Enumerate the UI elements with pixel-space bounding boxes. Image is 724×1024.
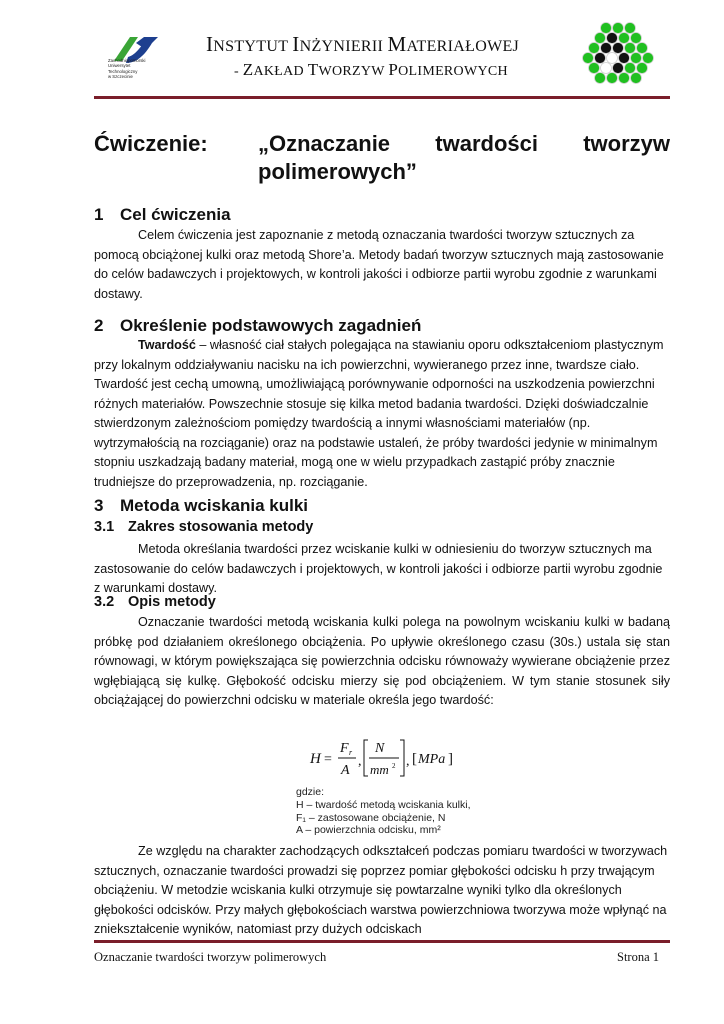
title-line-2: polimerowych” [258, 159, 417, 184]
formula-legend [296, 786, 471, 837]
footer-divider [94, 940, 670, 943]
closing-paragraph: Ze względu na charakter zachodzących odkształceń podczas pomiaru twardości w tworzywach sztucznych, oznaczanie twardości prowadzi się poprzez pomiar głębokości odcisku h przy trwającym obciążeniu. W metodzie wciskania kulki otrzymuje się powtarzalne wyniki tylko dla określonych głębokości odcisków. Przy małych głębokościach warstwa powierzchniowa tworzywa może wpłynąć na zniekształcenie wyników, natomiast przy dużych odciskach [94, 844, 668, 936]
footer-title: Oznaczanie twardości tworzyw polimerowych [94, 950, 327, 964]
department-part: - [234, 64, 243, 79]
section-number: 2 [94, 316, 104, 335]
section-1-paragraph: Celem ćwiczenia jest zapoznanie z metodą oznaczania twardości tworzyw sztucznych za pomocą obciążonej kulki oraz metodą Shore’a. Metody badań tworzyw sztucznych mają zastosowanie do celów badawczych i projektowych, w kontroli jakości i odbiorze partii wyrobu zgodnie z warunkami dostawy. [94, 228, 664, 301]
formula-comma: , [358, 754, 362, 769]
legend-title: gdzie: [296, 786, 325, 798]
hardness-formula [308, 736, 468, 780]
title-label: Ćwiczenie: [94, 131, 208, 156]
section-number: 3 [94, 496, 104, 515]
subsection-heading-3-2 [94, 594, 216, 610]
institute-letter: I [206, 32, 214, 56]
title-line-1 [258, 130, 670, 158]
title-word: twardości [435, 131, 538, 156]
section-heading-1 [94, 205, 231, 225]
section-title: Metoda wciskania kulki [120, 496, 309, 515]
section-title: Opis metody [128, 594, 216, 610]
department-letter: P [388, 60, 399, 79]
university-line: Uniwersytet [108, 63, 131, 69]
paragraph-text: – własność ciał stałych polegająca na stawianiu oporu odkształceniom plastycznym przy lokalnym oddziaływaniu nacisku na ich powierzchni, wywieranego przez inne, twardsze ciało. Twardość jest cechą umowną, umożliwiającą porównywanie odporności na uszkodzenia powierzchni różnych materiałów. Powszechnie stosuje się kilka metod badania twardości. Dzięki doświadczalnie stwierdzonym zależnościom pomiędzy twardością a innymi własnościami materiałów (np. wytrzymałością na rozciąganie) oraz na podstawie ustaleń, że próby twardości jedynie w minimalnym stopniu uszkadzają badany materiał, mogą one w wielu przypadkach zastąpić próby znacznie trudniejsze do przeprowadzenia, np. rozciąganie. [94, 338, 664, 489]
university-line: w Szczecinie [108, 74, 133, 80]
section-heading-2 [94, 316, 421, 336]
section-3-2-paragraph: Oznaczanie twardości metodą wciskania kulki polega na powolnym wciskaniu kulki w badaną próbkę pod działaniem określonego obciążenia. Po upływie określonego czasu (30s.) ustala się stan równowagi, w którym powiększająca się powierzchnia odcisku równoważy wywierane obciążenie przez wgłębiającą się kulkę. Głębokość odcisku mierzy się pod obciążeniem. W tym stanie stosunek siły obciążającej do powierzchni odcisku w materiale określa jego twardość: [94, 615, 670, 707]
section-heading-3 [94, 496, 308, 516]
section-number: 3.2 [94, 594, 115, 610]
section-title: Zakres stosowania metody [128, 519, 314, 535]
legend-item: H – twardość metodą wciskania kulki, [296, 798, 471, 811]
page-number: Strona 1 [617, 950, 660, 964]
department-part: AKŁAD [253, 64, 308, 79]
unit-bracket-close: ] [448, 751, 453, 767]
section-title: Określenie podstawowych zagadnień [120, 316, 422, 335]
legend-item: F₁ – zastosowane obciążenie, N [296, 811, 446, 824]
bold-term: Twardość [138, 338, 196, 352]
formula-lhs: H [310, 751, 321, 767]
subsection-heading-3-1 [94, 519, 313, 535]
department-name [234, 60, 508, 80]
formula-comma: , [406, 754, 410, 769]
header-divider [94, 96, 670, 99]
unit-numerator: N [375, 741, 385, 756]
department-letter: T [307, 60, 319, 79]
section-number: 3.1 [94, 519, 115, 535]
section-2-paragraph [94, 336, 670, 492]
formula-denominator: A [341, 763, 350, 778]
formula-numerator: F [340, 741, 349, 756]
unit-denominator: mm [370, 762, 389, 777]
section-3-1-paragraph: Metoda określania twardości przez wciskanie kulki w odniesieniu do tworzyw sztucznych ma zastosowanie do celów badawczych i projektowych, w kontroli jakości i odbiorze partii wyrobu zgodnie z warunkami dostawy. [94, 542, 663, 595]
formula-equals: = [324, 752, 332, 767]
section-title: Cel ćwiczenia [120, 205, 231, 224]
institute-part: ATERIAŁOWEJ [406, 38, 520, 55]
institute-part: NŻYNIERII [299, 38, 388, 55]
institute-letter: I [292, 32, 300, 56]
right-bracket [400, 740, 404, 776]
left-bracket [364, 740, 368, 776]
legend-item: A – powierzchnia odcisku, mm² [296, 824, 441, 837]
institute-part: NSTYTUT [213, 38, 293, 55]
title-word: tworzyw [583, 131, 670, 156]
university-name [108, 58, 178, 80]
formula-numerator-subscript: r [349, 748, 353, 757]
unit-bracket-open: [ [412, 751, 417, 767]
hexagon-lattice-logo-icon [582, 22, 658, 88]
university-line: Zachodniopomorski [108, 58, 146, 63]
department-letter: Z [242, 60, 254, 79]
institute-name [206, 32, 519, 57]
title-word: „Oznaczanie [258, 131, 391, 156]
section-number: 1 [94, 205, 104, 224]
unit-mpa: MPa [418, 752, 446, 767]
university-line: Technologiczny [108, 68, 138, 74]
unit-exponent: 2 [392, 762, 396, 770]
department-part: OLIMEROWYCH [398, 64, 508, 79]
institute-letter: M [387, 32, 407, 56]
department-part: WORZYW [318, 64, 389, 79]
